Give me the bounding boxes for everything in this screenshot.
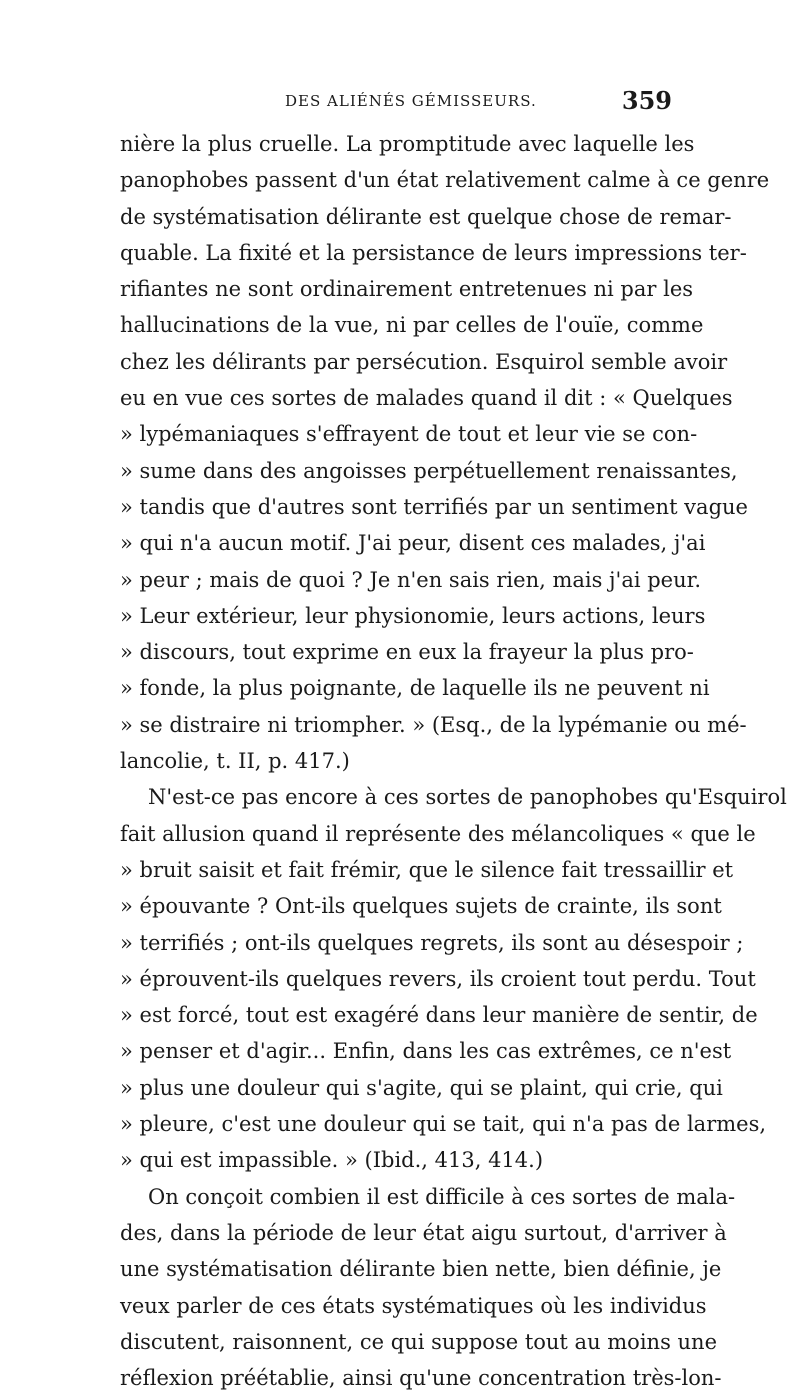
paragraph — [120, 126, 770, 779]
text-line: » penser et d'agir... Enfin, dans les cas extrêmes, ce n'est — [120, 1039, 732, 1064]
text-line: » pleure, c'est une douleur qui se tait, qui n'a pas de larmes, — [120, 1112, 767, 1137]
text-line: lancolie, t. II, p. 417.) — [120, 749, 350, 774]
text-line: On conçoit combien il est difficile à ces sortes de mala- — [148, 1184, 736, 1209]
page-number: 359 — [621, 86, 672, 115]
text-line: réflexion préétablie, ainsi qu'une concentration très-lon- — [120, 1366, 722, 1391]
text-line: » plus une douleur qui s'agite, qui se plaint, qui crie, qui — [120, 1075, 723, 1100]
running-head: DES ALIÉNÉS GÉMISSEURS. — [285, 92, 537, 110]
text-line: de systématisation délirante est quelque chose de remar- — [120, 204, 732, 229]
text-line: » qui est impassible. » (Ibid., 413, 414.) — [120, 1148, 544, 1173]
text-line: » éprouvent-ils quelques revers, ils croient tout perdu. Tout — [120, 966, 756, 991]
body-text — [120, 126, 787, 1396]
text-line: veux parler de ces états systématiques où les individus — [120, 1293, 707, 1318]
text-line: quable. La fixité et la persistance de leurs impressions ter- — [120, 240, 747, 265]
text-line: » tandis que d'autres sont terrifiés par un sentiment vague — [120, 494, 748, 519]
text-line: » lypémaniaques s'effrayent de tout et leur vie se con- — [120, 422, 698, 447]
text-line: eu en vue ces sortes de malades quand il dit : « Quelques — [120, 386, 733, 411]
text-line: » se distraire ni triompher. » (Esq., de la lypémanie ou mé- — [120, 712, 747, 737]
text-line: discutent, raisonnent, ce qui suppose tout au moins une — [120, 1329, 717, 1354]
text-line: chez les délirants par persécution. Esquirol semble avoir — [120, 349, 728, 374]
text-line: fait allusion quand il représente des mélancoliques « que le — [120, 821, 756, 846]
text-line: » bruit saisit et fait frémir, que le silence fait tressaillir et — [120, 857, 734, 882]
text-line: » Leur extérieur, leur physionomie, leurs actions, leurs — [120, 603, 706, 628]
text-line: panophobes passent d'un état relativement calme à ce genre — [120, 168, 770, 193]
text-line: » sume dans des angoisses perpétuellement renaissantes, — [120, 458, 738, 483]
text-line: » qui n'a aucun motif. J'ai peur, disent ces malades, j'ai — [120, 531, 706, 556]
text-line: hallucinations de la vue, ni par celles de l'ouïe, comme — [120, 313, 704, 338]
text-line: rifiantes ne sont ordinairement entretenues ni par les — [120, 277, 694, 302]
text-line: » épouvante ? Ont-ils quelques sujets de crainte, ils sont — [120, 894, 722, 919]
text-line: nière la plus cruelle. La promptitude avec laquelle les — [120, 132, 695, 156]
text-line: » discours, tout exprime en eux la frayeur la plus pro- — [120, 640, 694, 665]
page-header — [120, 86, 672, 126]
text-line: N'est-ce pas encore à ces sortes de panophobes qu'Esquirol — [148, 785, 787, 810]
text-line: une systématisation délirante bien nette, bien définie, je — [120, 1257, 722, 1282]
paragraph — [120, 1179, 736, 1396]
paragraph — [120, 779, 787, 1178]
text-line: » peur ; mais de quoi ? Je n'en sais rien, mais j'ai peur. — [120, 567, 702, 592]
text-line: » fonde, la plus poignante, de laquelle ils ne peuvent ni — [120, 676, 710, 701]
text-line: » est forcé, tout est exagéré dans leur manière de sentir, de — [120, 1003, 758, 1028]
text-line: » terrifiés ; ont-ils quelques regrets, ils sont au désespoir ; — [120, 930, 744, 955]
text-line: des, dans la période de leur état aigu surtout, d'arriver à — [120, 1220, 727, 1245]
